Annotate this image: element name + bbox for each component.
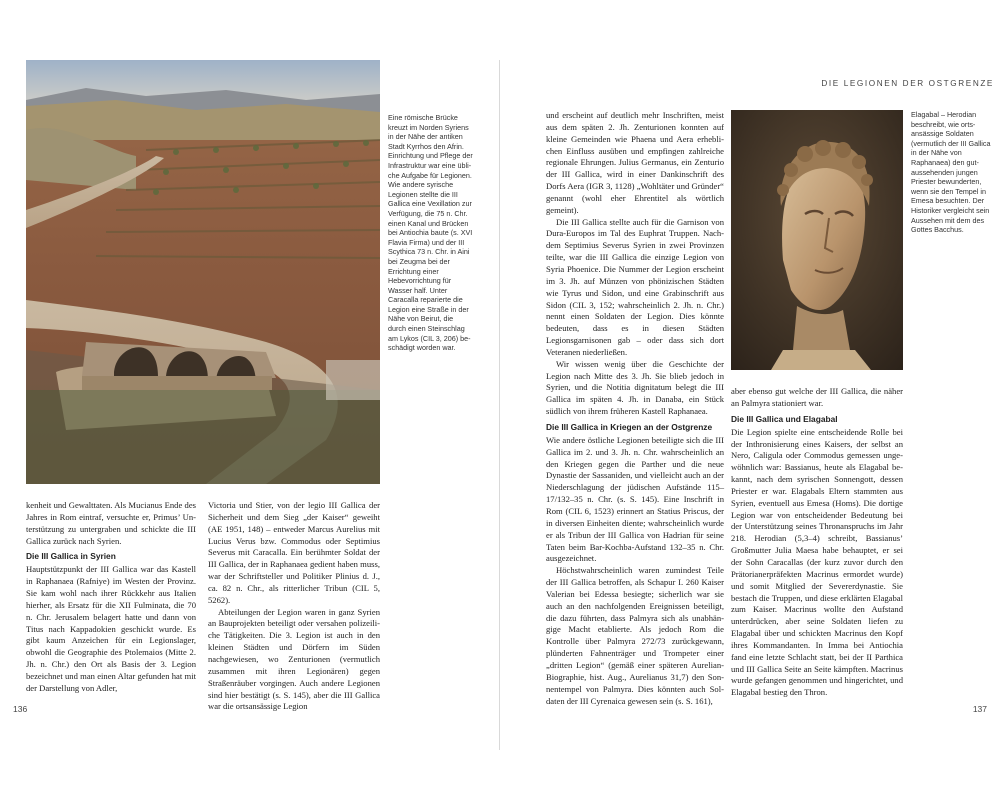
running-head: DIE LEGIONEN DER OSTGRENZE <box>821 79 994 88</box>
paragraph: und erscheint auf deutlich mehr Inschriften, meist aus dem späten 2. Jh. Zenturionen konnten auf kleine Gemeinden wie Phaena und Aera erheblichen Einfluss ausüben und empfingen zahlreiche regionale Ehrungen. Julius Germanus, ein Zenturio der III Gallica, wird in einer Dankinschrift des Dorfs Aera (IGR 3, 1128) „Wohltäter und Gründer“ genannt (wohl eher Ehrentitel als wörtlich gemeint). <box>546 110 724 215</box>
paragraph: Abteilungen der Legion waren in ganz Syrien an Bauprojekten beteiligt oder versahen polizeiliche Tätigkeiten. Die 3. Legion ist auch in den kleinen Städten und Dörfern im Süden nachgewiesen, wo Zenturionen (vermutlich zusammen mit ihren Legionären) gegen Straßenräuber vorgingen. Auch andere Legionen sind hier bestätigt (s. S. 145), aber die III Gallica war die ortsansässige Legion <box>208 606 380 712</box>
paragraph: Victoria und Stier, von der legio III Gallica der Sicherheit und dem Sieg „der Kaiser“ geweiht (AE 1951, 148) – entweder Marcus Aurelius mit Lucius Verus bzw. Commodus oder Septimius Severus mit Caracalla. Ein berühmter Soldat der III Gallica, der in Raphanaea gedient haben muss, war der Schriftsteller und Politiker Plinius d. J., ca. 82 n. Chr., als ritterlicher Tribun (CIL 5, 5262). <box>208 500 380 605</box>
page-number-right: 137 <box>972 704 987 714</box>
paragraph: Höchstwahrscheinlich waren zumindest Teile der III Gallica betroffen, als Schapur I. 260 Kaiser Valerian bei Edessa besiegte; sicherlich war sie auch an den nachfolgenden Ereignissen beteiligt, die dazu führten, dass Palmyra sich als unabhängige Macht etablierte. Als jedoch Rom die Kontrolle über Palmyra 272/73 zurückgewann, plünderten Fahnenträger und Trompeter einer „dritten Legion“ (gemäß einer späteren Aurelian-Biographie, hist. Aug., Aurelianus 31,7) den Sonnentempel von Palmyra. Dies könnten auch Soldaten der III Cyrenaica gewesen sein (s. S. 161), <box>546 565 724 706</box>
left-column-1 <box>26 500 196 695</box>
section-heading-elagabal: Die III Gallica und Elagabal <box>731 413 838 424</box>
paragraph: Die III Gallica stellte auch für die Garnison von Dura-Europos im Tal des Euphrat Truppen. Nachdem Septimius Severus Syrien in zwei Provinzen teilte, war die III Gallica die einzige Legion von Syria Phoenice. Die Nummer der Legion erscheint im 3. Jh. auf Münzen von phönizischen Städten wie Tyrus und Sidon, und eine Grabinschrift aus Sidon (CIL 3, 152; wahrscheinlich 2. Jh. n. Chr.) nennt einen Soldaten der Legion. Dies könnte bedeuten, dass es in diesen Städten Legionsgarnisonen gab – oder dass sich dort Veteranen niederließen. <box>546 216 724 357</box>
paragraph: aber ebenso gut welche der III Gallica, die näher an Palmyra stationiert war. <box>731 386 903 408</box>
paragraph: Hauptstützpunkt der III Gallica war das Kastell in Raphanaea (Rafniye) im Westen der Provinz. Sie kam wohl nach ihrer Rückkehr aus Italien hierher, als Ersatz für die XII Fulminata, die 70 n. Chr. Jerusalem belagert hatte und dann von Titus nach Kappadokien geschickt wurde. Es gibt kaum Anzeichen für ein Legionslager, obwohl die Geographie des Ptolemaios (Mitte 2. Jh. n. Chr.) den Ort als Basis der 3. Legion bezeichnet und man einen Altar gefunden hat mit der Darstellung von Adler, <box>26 564 196 693</box>
paragraph: kenheit und Gewalttaten. Als Mucianus Ende des Jahres in Rom eintraf, versuchte er, Primus’ Unterstützung zu untergraben und schickte die III Gallica zurück nach Syrien. <box>26 500 196 546</box>
section-heading-kriege: Die III Gallica in Kriegen an der Ostgrenze <box>546 421 713 432</box>
right-column-1 <box>546 110 724 707</box>
right-page <box>500 0 1000 800</box>
paragraph: Wie andere östliche Legionen beteiligte sich die III Gallica im 2. und 3. Jh. n. Chr. wahrscheinlich an den Kriegen gegen die Parther und die neue Dynastie der Sassaniden, und vielleicht auch an der Niederschlagung der jüdischen Aufstände 115–17/132–35 n. Chr. (s. S. 145). Eine Inschrift in Rom (CIL 6, 1523) erinnert an Statius Priscus, der in diversen Einheiten diente; wahrscheinlich wurde er als Tribun der III Gallica von Hadrian für seine Taten beim Bar-Kochba-Aufstand 132–35 n. Chr. ausgezeichnet. <box>546 434 724 564</box>
page-number-left: 136 <box>13 704 28 714</box>
paragraph: Wir wissen wenig über die Geschichte der Legion nach Mitte des 3. Jh. Sie blieb jedoch in Syrien, und die Notitia dignitatum belegt die III Gallica im späten 4. Jh. in Danaba, ein Stück südlich von ihrem früheren Kastell Raphanaea. <box>546 358 724 417</box>
right-column-2 <box>731 386 903 699</box>
left-column-2 <box>208 500 380 713</box>
elagabal-portrait-photo <box>731 110 903 370</box>
portrait-caption: Elagabal – Herodian beschreibt, wie ortsansässige Soldaten (vermutlich der III Gallica in der Nähe von Raphanaea) den gutaussehenden jungen Priester bewunderten, wenn sie den Tempel in Emesa besuchten. Der Historiker vergleicht sein Aussehen mit dem des Gottes Bacchus. <box>911 110 991 235</box>
bridge-caption: Eine römische Brücke kreuzt im Norden Syriens in der Nähe der antiken Stadt Kyrrhos den Afrin. Einrichtung und Pflege der Infrastruktur war eine übliche Aufgabe für Legionen. Wie andere syrische Legionen stellte die III Gallica eine Vexillation zur Verfügung, die 75 n. Chr. einen Kanal und Brücken bei Antiochia baute (s. XVI Flavia Firma) und der III Scythica 73 n. Chr. in Aini bei Zeugma bei der Errichtung einer Hebevorrichtung für Wasser half. Unter Caracalla reparierte die Legion eine Straße in der Nähe von Beirut, die durch einen Steinschlag am Lykos (CIL 3, 206) beschädigt worden war. <box>388 113 473 353</box>
section-heading-syrien: Die III Gallica in Syrien <box>26 551 116 562</box>
paragraph: Die Legion spielte eine entscheidende Rolle bei der Inthronisierung eines Kaisers, der selbst an Nero, Caligula oder Commodus gemessen ungewöhnlich war: Bassianus, heute als Elagabal bekannt, nach dem syrischen Sonnengott, dessen Priester er war. Elagabals Eltern stammten aus Syrien, eventuell aus Emesa (Homs). Die dortige Legion war von entscheidender Bedeutung bei der Unterstützung seines Thronanspruchs im Jahr 218. Herodian (5,3–4) schreibt, Bassianus’ Großmutter Julia Maesa habe behauptet, er sei der Sohn Caracallas (der kurz zuvor durch den Prätorianerpräfekten Macrinus ermordet wurde) und somit Mitglied der Severerdynastie. Sie bestach die Truppen, und diese erklärten Elagabal zum Kaiser. Macrinus wollte den Aufstand unterdrücken, aber seine Soldaten liefen zu Elagabal über und schickten Macrinus den Kopf ihres Kommandanten. In Imma bei Antiochia fand eine letzte Schlacht statt, bei der II Parthica und III Gallica Seite an Seite kämpften. Macrinus wurde gefangen genommen und hingerichtet, und Elagabal bestieg den Thron. <box>731 426 903 698</box>
bridge-photo <box>26 60 380 484</box>
